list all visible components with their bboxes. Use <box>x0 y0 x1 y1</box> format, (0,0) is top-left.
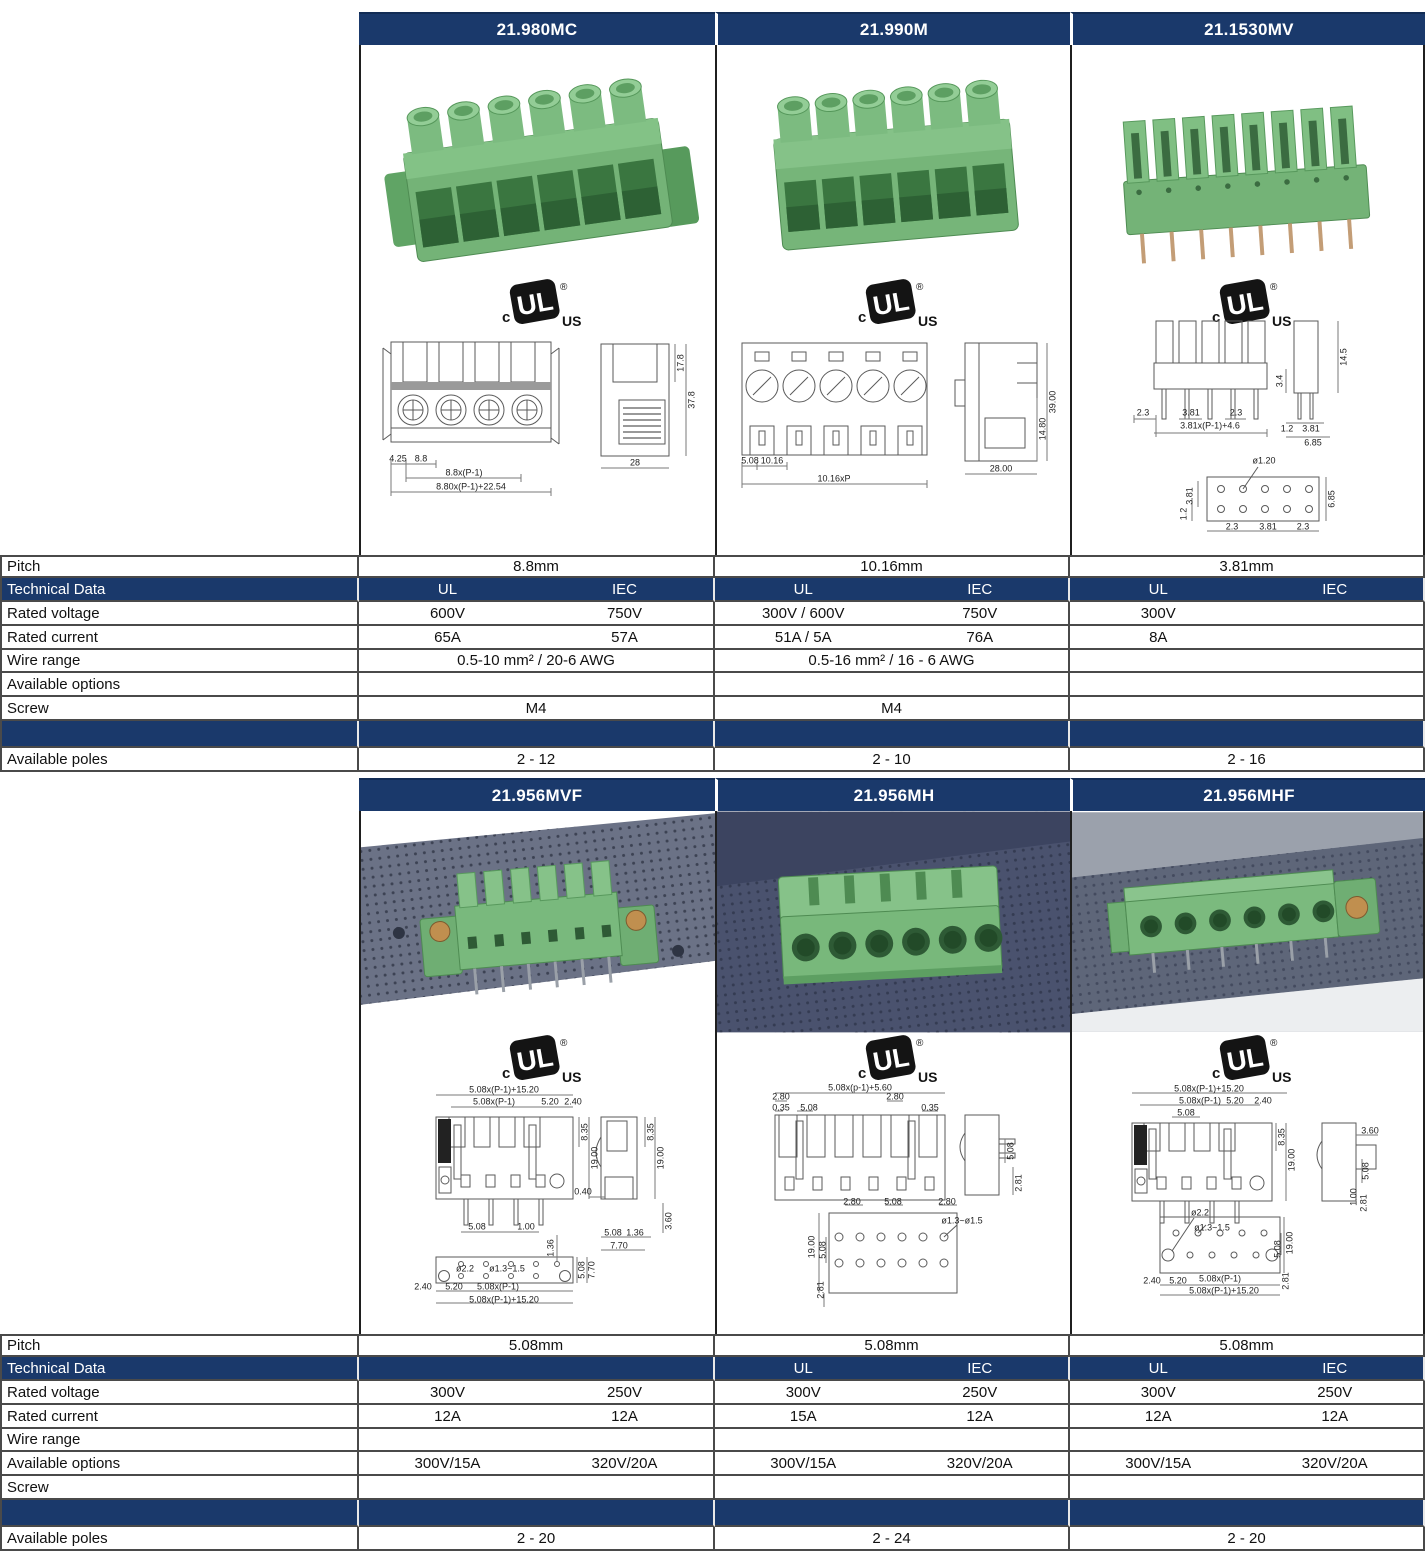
dimension-label: 10.16 <box>760 455 784 466</box>
dimension-label: 5.08 <box>1272 1240 1283 1258</box>
dimension-label: 3.81 <box>1259 521 1277 532</box>
technical-drawing <box>717 328 1070 555</box>
dimension-label: 1.36 <box>545 1239 556 1257</box>
options-iec: 320V/20A <box>1301 1454 1368 1472</box>
ul-iec-subheader <box>359 1357 715 1381</box>
dimension-label: 6.85 <box>1304 437 1322 448</box>
iec-column-label: IEC <box>1322 1359 1348 1377</box>
current-iec: 12A <box>611 1407 638 1425</box>
product-photo <box>717 811 1070 1033</box>
dimension-label: 2.40 <box>1143 1275 1161 1286</box>
header-spacer <box>0 778 359 811</box>
header-spacer <box>0 12 359 45</box>
ul-column-label: UL <box>793 580 813 598</box>
dimension-label: ø1.3~1.5 <box>1194 1222 1230 1233</box>
voltage-iec: 250V <box>962 1383 998 1401</box>
dimension-label: 2.3 <box>1296 521 1310 532</box>
row-label-screw: Screw <box>0 697 359 721</box>
current-iec: 12A <box>966 1407 994 1425</box>
dimension-label: 28.00 <box>989 463 1013 474</box>
product-photo <box>361 811 715 1033</box>
row-label-available-poles: Available poles <box>0 748 359 772</box>
dimension-label: 3.81x(P-1)+4.6 <box>1180 420 1240 431</box>
spacer-cell <box>1070 721 1425 748</box>
dimension-label: 8.8 <box>414 453 428 464</box>
current-values <box>715 1405 1070 1429</box>
dimension-label: 1.2 <box>1280 423 1294 434</box>
poles-value: 2 - 20 <box>359 1527 715 1551</box>
row-label-rated-voltage: Rated voltage <box>0 602 359 626</box>
options-values <box>1070 1452 1425 1476</box>
row-label-pitch: Pitch <box>0 555 359 578</box>
dimension-label: 8.35 <box>1276 1128 1287 1146</box>
svg-text:UL: UL <box>514 1041 556 1078</box>
ul-certification-mark <box>1072 1035 1423 1085</box>
dimension-label: 19.00 <box>1284 1231 1295 1255</box>
current-iec: 76A <box>966 628 994 646</box>
spacer-cell <box>1070 1500 1425 1527</box>
svg-text:US: US <box>1271 1069 1291 1085</box>
product-header-21956mh <box>715 778 1070 811</box>
dimension-label: 6.85 <box>1326 490 1337 508</box>
pitch-value: 5.08mm <box>359 1334 715 1357</box>
product-name: 21.1530MV <box>1204 19 1294 39</box>
ul-iec-subheader <box>715 578 1070 602</box>
row-label-technical-data: Technical Data <box>0 1357 359 1381</box>
available-poles-row <box>0 1527 1425 1551</box>
wire-range-value <box>359 1429 715 1452</box>
ul-column-label: UL <box>437 580 458 598</box>
product-cell <box>1070 811 1425 1334</box>
dimension-label: 5.08 <box>1360 1162 1371 1180</box>
svg-text:c: c <box>502 309 511 326</box>
wire-range-value: 0.5-10 mm² / 20-6 AWG <box>359 650 715 673</box>
dimension-label: 4.25 <box>389 453 407 464</box>
dimension-label: 5.08x(P-1)+15.20 <box>469 1294 539 1305</box>
dimension-label: 2.81 <box>1280 1272 1291 1290</box>
voltage-values <box>715 602 1070 626</box>
dimension-label: 14.5 <box>1338 348 1349 366</box>
dimension-label: 1.00 <box>517 1221 535 1232</box>
technical-data-row <box>0 1357 1425 1381</box>
current-iec: 12A <box>1321 1407 1349 1425</box>
row-label-rated-current: Rated current <box>0 626 359 650</box>
screw-value <box>1070 1476 1425 1500</box>
dimension-label: 14.80 <box>1037 417 1048 441</box>
voltage-ul: 300V / 600V <box>761 604 845 622</box>
spacer-cell <box>0 1500 359 1527</box>
options-ul: 300V/15A <box>770 1454 837 1472</box>
dimension-label: 5.08 <box>800 1102 818 1113</box>
product-photo <box>1072 811 1423 1033</box>
row-label-screw: Screw <box>0 1476 359 1500</box>
spacer-cell <box>0 721 359 748</box>
product-header-211530mv <box>1070 12 1425 45</box>
rated-current-row <box>0 1405 1425 1429</box>
dimension-label: 2.80 <box>843 1196 861 1207</box>
product-header-21956mhf <box>1070 778 1425 811</box>
row-label-pitch: Pitch <box>0 1334 359 1357</box>
pitch-value: 5.08mm <box>1070 1334 1425 1357</box>
options-values <box>715 673 1070 697</box>
svg-text:UL: UL <box>870 285 911 322</box>
current-ul: 51A / 5A <box>774 628 832 646</box>
svg-text:®: ® <box>1269 282 1277 293</box>
technical-drawing <box>1072 313 1423 555</box>
dimension-label: 5.08 <box>468 1221 486 1232</box>
pitch-value: 8.8mm <box>359 555 715 578</box>
spacer-cell <box>715 1500 1070 1527</box>
dimension-label: 5.08 <box>1005 1142 1016 1160</box>
technical-drawing <box>717 1082 1070 1333</box>
spacer-cell <box>715 721 1070 748</box>
dimension-label: 2.3 <box>1229 407 1243 418</box>
svg-text:c: c <box>857 1065 866 1082</box>
svg-text:®: ® <box>915 282 923 293</box>
svg-text:c: c <box>1211 309 1220 326</box>
technical-data-row <box>0 578 1425 602</box>
dimension-label: 2.3 <box>1225 521 1239 532</box>
dimension-label: 3.81 <box>1182 407 1200 418</box>
dimension-label: 1.00 <box>1348 1188 1359 1206</box>
technical-drawing <box>361 328 715 555</box>
product-photo <box>717 57 1070 272</box>
dimension-label: 5.20 <box>541 1096 559 1107</box>
product-name: 21.956MH <box>853 785 935 805</box>
dimension-label: 2.40 <box>564 1096 582 1107</box>
rated-voltage-row <box>0 602 1425 626</box>
dimension-label: 5.08 <box>1177 1107 1195 1118</box>
dimension-label: 2.80 <box>938 1196 956 1207</box>
options-iec: 320V/20A <box>591 1454 658 1472</box>
dimension-label: 5.08 <box>741 455 759 466</box>
svg-text:®: ® <box>1269 1038 1277 1049</box>
wire-range-value: 0.5-16 mm² / 16 - 6 AWG <box>715 650 1070 673</box>
dimension-label: 2.40 <box>414 1281 432 1292</box>
dimension-label: 0.35 <box>921 1102 939 1113</box>
iec-column-label: IEC <box>967 1359 993 1377</box>
current-ul: 12A <box>1144 1407 1172 1425</box>
options-iec: 320V/20A <box>946 1454 1013 1472</box>
svg-text:®: ® <box>560 1038 568 1049</box>
current-ul: 65A <box>434 628 461 646</box>
dimension-label: 3.60 <box>663 1212 674 1230</box>
dimension-label: 5.08x(p-1)+5.60 <box>828 1082 892 1093</box>
available-options-row <box>0 1452 1425 1476</box>
left-margin-area <box>0 811 359 1334</box>
wire-range-row <box>0 1429 1425 1452</box>
pitch-value: 3.81mm <box>1070 555 1425 578</box>
dimension-label: 2.3 <box>1136 407 1150 418</box>
current-values <box>359 626 715 650</box>
svg-text:UL: UL <box>1224 285 1265 322</box>
screw-value <box>359 1476 715 1500</box>
product-cell <box>1070 45 1425 555</box>
rated-current-row <box>0 626 1425 650</box>
options-values <box>1070 673 1425 697</box>
dimension-label: 5.08x(P-1)+15.20 <box>469 1084 539 1095</box>
screw-value: M4 <box>359 697 715 721</box>
section-top <box>0 12 1425 772</box>
wire-range-row <box>0 650 1425 673</box>
voltage-ul: 300V <box>785 1383 821 1401</box>
current-ul: 12A <box>434 1407 461 1425</box>
voltage-ul: 300V <box>1140 604 1176 622</box>
ul-certification-mark <box>717 279 1070 331</box>
spacer-row <box>0 1500 1425 1527</box>
available-poles-row <box>0 748 1425 772</box>
spacer-row <box>0 721 1425 748</box>
voltage-iec: 750V <box>962 604 998 622</box>
dimension-label: 2.80 <box>886 1091 904 1102</box>
svg-text:UL: UL <box>514 285 556 322</box>
dimension-label: 19.00 <box>1286 1148 1297 1172</box>
svg-text:US: US <box>562 1069 582 1085</box>
poles-value: 2 - 20 <box>1070 1527 1425 1551</box>
dimension-label: 2.80 <box>772 1091 790 1102</box>
product-name: 21.980MC <box>496 19 578 39</box>
voltage-iec: 250V <box>606 1383 643 1401</box>
product-cell <box>715 45 1070 555</box>
dimension-label: ø2.2 <box>455 1263 475 1274</box>
dimension-label: 0.35 <box>772 1102 790 1113</box>
ul-column-label: UL <box>1148 1359 1168 1377</box>
screw-value <box>715 1476 1070 1500</box>
screw-value <box>1070 697 1425 721</box>
poles-value: 2 - 12 <box>359 748 715 772</box>
svg-text:c: c <box>857 309 866 326</box>
product-header-21990m <box>715 12 1070 45</box>
options-ul: 300V/15A <box>414 1454 481 1472</box>
product-header-21980mc <box>359 12 715 45</box>
voltage-values <box>359 602 715 626</box>
available-options-row <box>0 673 1425 697</box>
row-label-wire-range: Wire range <box>0 1429 359 1452</box>
svg-text:®: ® <box>915 1038 923 1049</box>
left-margin-area <box>0 45 359 555</box>
wire-range-value <box>715 1429 1070 1452</box>
product-cell <box>715 811 1070 1334</box>
ul-column-label: UL <box>793 1359 813 1377</box>
product-name: 21.990M <box>859 19 929 39</box>
options-values <box>359 1452 715 1476</box>
current-values <box>715 626 1070 650</box>
ul-certification-mark <box>361 1035 715 1085</box>
product-photo <box>361 57 715 272</box>
dimension-label: 5.20 <box>1169 1275 1187 1286</box>
dimension-label: 5.08x(P-1) <box>1198 1273 1242 1284</box>
svg-text:c: c <box>1211 1065 1220 1082</box>
dimension-label: 19.00 <box>589 1146 600 1170</box>
voltage-iec: 750V <box>606 604 643 622</box>
dimension-label: 17.8 <box>675 354 686 372</box>
svg-text:US: US <box>1271 313 1291 329</box>
dimension-label: 3.60 <box>1361 1125 1379 1136</box>
voltage-values <box>359 1381 715 1405</box>
dimension-label: 39.00 <box>1047 390 1058 414</box>
dimension-label: 5.08x(P-1) <box>1178 1095 1222 1106</box>
options-values <box>359 673 715 697</box>
dimension-label: 7.70 <box>610 1240 628 1251</box>
current-values <box>1070 1405 1425 1429</box>
poles-value: 2 - 24 <box>715 1527 1070 1551</box>
dimension-label: 8.80x(P-1)+22.54 <box>436 481 506 492</box>
svg-text:c: c <box>502 1065 511 1082</box>
screw-row <box>0 697 1425 721</box>
product-name: 21.956MHF <box>1203 785 1295 805</box>
dimension-label: 2.40 <box>1254 1095 1272 1106</box>
wire-range-value <box>1070 1429 1425 1452</box>
iec-column-label: IEC <box>1322 580 1348 598</box>
dimension-label: 19.00 <box>655 1146 666 1170</box>
product-cell <box>359 45 715 555</box>
dimension-label: ø1.3~1.5 <box>489 1263 525 1274</box>
wire-range-value <box>1070 650 1425 673</box>
ul-iec-subheader <box>1070 578 1425 602</box>
dimension-label: 5.08x(P-1) <box>472 1096 516 1107</box>
row-label-available-options: Available options <box>0 1452 359 1476</box>
dimension-label: 10.16xP <box>817 473 851 484</box>
current-iec: 57A <box>611 628 638 646</box>
dimension-label: ø1.3~ø1.5 <box>941 1215 983 1226</box>
pitch-value: 5.08mm <box>715 1334 1070 1357</box>
dimension-label: 1.36 <box>626 1227 644 1238</box>
technical-drawing <box>361 1085 715 1333</box>
product-cell <box>359 811 715 1334</box>
screw-row <box>0 1476 1425 1500</box>
poles-value: 2 - 16 <box>1070 748 1425 772</box>
dimension-label: 28 <box>629 457 641 468</box>
iec-column-label: IEC <box>611 580 637 598</box>
options-values <box>715 1452 1070 1476</box>
poles-value: 2 - 10 <box>715 748 1070 772</box>
section-bottom <box>0 778 1425 1551</box>
dimension-label: 5.20 <box>1226 1095 1244 1106</box>
svg-text:UL: UL <box>870 1041 911 1078</box>
row-label-wire-range: Wire range <box>0 650 359 673</box>
dimension-label: 5.08 <box>817 1241 828 1259</box>
voltage-ul: 300V <box>429 1383 466 1401</box>
row-label-rated-voltage: Rated voltage <box>0 1381 359 1405</box>
pitch-row <box>0 555 1425 578</box>
product-header-21956mvf <box>359 778 715 811</box>
row-label-available-options: Available options <box>0 673 359 697</box>
dimension-label: 8.35 <box>579 1123 590 1141</box>
voltage-values <box>1070 602 1425 626</box>
dimension-label: ø1.20 <box>1252 455 1276 466</box>
ul-iec-subheader <box>359 578 715 602</box>
dimension-label: 2.81 <box>1358 1194 1369 1212</box>
dimension-label: 2.81 <box>1013 1174 1024 1192</box>
product-photo <box>1072 57 1423 272</box>
dimension-label: 5.08x(P-1)+15.20 <box>1174 1083 1244 1094</box>
current-values <box>1070 626 1425 650</box>
pitch-value: 10.16mm <box>715 555 1070 578</box>
ul-iec-subheader <box>715 1357 1070 1381</box>
ul-column-label: UL <box>1148 580 1168 598</box>
svg-text:US: US <box>562 313 582 329</box>
row-label-technical-data: Technical Data <box>0 578 359 602</box>
dimension-label: ø2.2 <box>1190 1207 1210 1218</box>
dimension-label: 5.08 <box>884 1196 902 1207</box>
dimension-label: 3.81 <box>1184 487 1195 505</box>
dimension-label: 8.35 <box>645 1123 656 1141</box>
product-name: 21.956MVF <box>491 785 583 805</box>
ul-iec-subheader <box>1070 1357 1425 1381</box>
svg-text:US: US <box>917 1069 937 1085</box>
iec-column-label: IEC <box>967 580 993 598</box>
row-label-rated-current: Rated current <box>0 1405 359 1429</box>
dimension-label: 5.08 <box>604 1227 622 1238</box>
svg-text:UL: UL <box>1224 1041 1265 1078</box>
dimension-label: 5.20 <box>445 1281 463 1292</box>
dimension-label: 7.70 <box>586 1261 597 1279</box>
dimension-label: 5.08x(P-1) <box>476 1281 520 1292</box>
spacer-cell <box>359 721 715 748</box>
dimension-label: 19.00 <box>806 1235 817 1259</box>
dimension-label: 2.81 <box>815 1281 826 1299</box>
dimension-label: 5.08x(P-1)+15.20 <box>1189 1285 1259 1296</box>
row-label-available-poles: Available poles <box>0 1527 359 1551</box>
voltage-ul: 600V <box>429 604 466 622</box>
dimension-label: 37.8 <box>686 391 697 409</box>
ul-certification-mark <box>361 279 715 331</box>
svg-text:US: US <box>917 313 937 329</box>
rated-voltage-row <box>0 1381 1425 1405</box>
voltage-ul: 300V <box>1140 1383 1176 1401</box>
screw-value: M4 <box>715 697 1070 721</box>
dimension-label: 3.4 <box>1274 374 1285 388</box>
current-ul: 8A <box>1149 628 1168 646</box>
spacer-cell <box>359 1500 715 1527</box>
dimension-label: 1.2 <box>1178 507 1189 521</box>
voltage-values <box>715 1381 1070 1405</box>
pitch-row <box>0 1334 1425 1357</box>
voltage-iec: 250V <box>1317 1383 1353 1401</box>
ul-certification-mark <box>717 1035 1070 1085</box>
technical-drawing <box>1072 1085 1423 1333</box>
options-ul: 300V/15A <box>1125 1454 1192 1472</box>
dimension-label: 8.8x(P-1) <box>445 467 483 478</box>
current-ul: 15A <box>789 1407 817 1425</box>
current-values <box>359 1405 715 1429</box>
voltage-values <box>1070 1381 1425 1405</box>
svg-text:®: ® <box>560 282 568 293</box>
dimension-label: 5.08 <box>576 1261 587 1279</box>
dimension-label: 3.81 <box>1302 423 1320 434</box>
dimension-label: 0.40 <box>574 1186 592 1197</box>
